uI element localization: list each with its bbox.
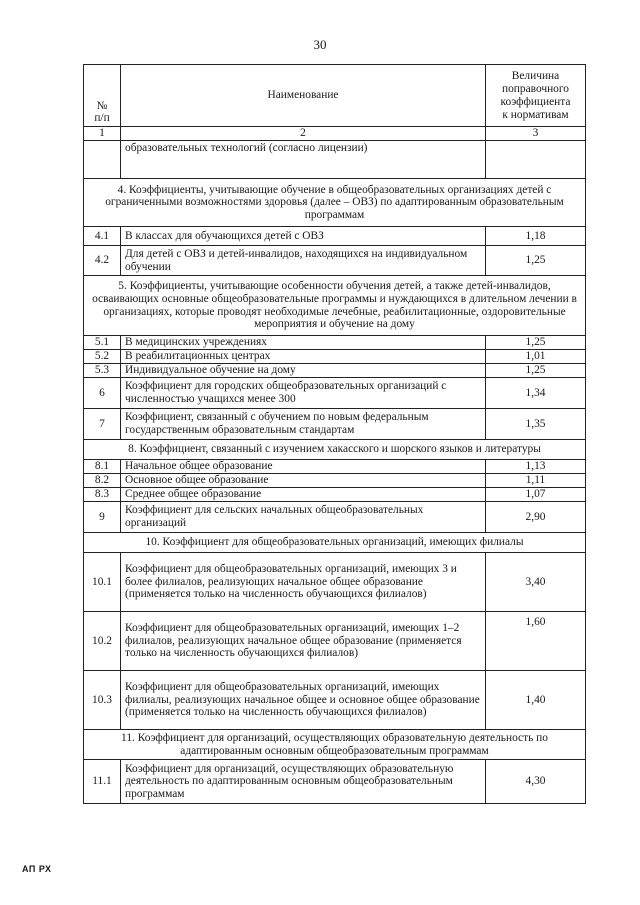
- row-name: Коэффициент для общеобразовательных организаций, имеющих филиалы, реализующих начальное общее и основное общее образование (применяется только на численность обучающихся филиалов): [121, 671, 486, 730]
- table-row-5-3: [84, 364, 586, 378]
- table-row-4-2: [84, 246, 586, 276]
- row-value: 3,40: [486, 553, 586, 612]
- row-number: 5.1: [84, 336, 121, 350]
- footer-stamp: АП РХ: [22, 864, 52, 874]
- section-10-title: 10. Коэффициент для общеобразовательных организаций, имеющих филиалы: [84, 533, 586, 553]
- row-name: Коэффициент для организаций, осуществляющих образовательную деятельность по адаптированным основным общеобразовательным программам: [121, 760, 486, 804]
- table-row-8-2: [84, 474, 586, 488]
- row-number: 10.1: [84, 553, 121, 612]
- row-number: 4.1: [84, 227, 121, 246]
- column-number-3: 3: [486, 127, 586, 141]
- header-row: [84, 65, 586, 127]
- table-row-8-1: [84, 460, 586, 474]
- table-row-10-3: [84, 671, 586, 730]
- row-name: Начальное общее образование: [121, 460, 486, 474]
- row-value: 1,07: [486, 488, 586, 502]
- table-row-6: [84, 378, 586, 409]
- table-row-11-1: [84, 760, 586, 804]
- row-number: 10.2: [84, 612, 121, 671]
- section-11-title: 11. Коэффициент для организаций, осуществляющих образовательную деятельность по адаптированным основным общеобразовательным программам: [84, 730, 586, 760]
- section-5-row: [84, 276, 586, 336]
- row-value: 2,90: [486, 502, 586, 533]
- header-value: Величина поправочного коэффициента к нормативам: [486, 65, 586, 127]
- row-name: В реабилитационных центрах: [121, 350, 486, 364]
- table-row-4-1: [84, 227, 586, 246]
- section-10-row: [84, 533, 586, 553]
- row-value: 1,25: [486, 246, 586, 276]
- header-number: № п/п: [84, 65, 121, 127]
- row-number: 6: [84, 378, 121, 409]
- row-number: 8.1: [84, 460, 121, 474]
- row-value: 1,25: [486, 364, 586, 378]
- row-value: 1,25: [486, 336, 586, 350]
- row-value: 1,35: [486, 409, 586, 440]
- row-value: 1,01: [486, 350, 586, 364]
- table-row-5-2: [84, 350, 586, 364]
- column-number-1: 1: [84, 127, 121, 141]
- table-row-10-1: [84, 553, 586, 612]
- coefficient-table: [83, 64, 586, 804]
- row-value: 1,60: [486, 612, 586, 671]
- row-value: 1,34: [486, 378, 586, 409]
- row-name: Коэффициент для сельских начальных общеобразовательных организаций: [121, 502, 486, 533]
- section-5-title: 5. Коэффициенты, учитывающие особенности обучения детей, а также детей-инвалидов, осваивающих основные общеобразовательные программы и нуждающихся в длительном лечении в организациях, которые проводят необходимые лечебные, реабилитационные, оздоровительные мероприятия и обучение на дому: [84, 276, 586, 336]
- row-name: В классах для обучающихся детей с ОВЗ: [121, 227, 486, 246]
- table-row-5-1: [84, 336, 586, 350]
- table-row-carry: [84, 141, 586, 179]
- table-row-9: [84, 502, 586, 533]
- section-8-title: 8. Коэффициент, связанный с изучением хакасского и шорского языков и литературы: [84, 440, 586, 460]
- row-name: Среднее общее образование: [121, 488, 486, 502]
- row-number: 10.3: [84, 671, 121, 730]
- row-name: Для детей с ОВЗ и детей-инвалидов, находящихся на индивидуальном обучении: [121, 246, 486, 276]
- row-number: 11.1: [84, 760, 121, 804]
- header-name: Наименование: [121, 65, 486, 127]
- row-name: Коэффициент для общеобразовательных организаций, имеющих 1–2 филиалов, реализующих начальное общее образование (применяется только на численность обучающихся филиалов): [121, 612, 486, 671]
- table-row-10-2: [84, 612, 586, 671]
- page-number: 30: [313, 37, 327, 52]
- row-name: Коэффициент для городских общеобразовательных организаций с численностью учащихся менее 300: [121, 378, 486, 409]
- section-4-row: [84, 179, 586, 227]
- section-4-title: 4. Коэффициенты, учитывающие обучение в общеобразовательных организациях детей с ограниченными возможностями здоровья (далее – ОВЗ) по адаптированным образовательным программам: [84, 179, 586, 227]
- row-number: 5.2: [84, 350, 121, 364]
- row-name: образовательных технологий (согласно лицензии): [121, 141, 486, 179]
- row-name: В медицинских учреждениях: [121, 336, 486, 350]
- column-numbers-row: [84, 127, 586, 141]
- row-name: Индивидуальное обучение на дому: [121, 364, 486, 378]
- row-name: Основное общее образование: [121, 474, 486, 488]
- column-number-2: 2: [121, 127, 486, 141]
- row-value: 1,13: [486, 460, 586, 474]
- row-value: 1,11: [486, 474, 586, 488]
- row-value: 1,40: [486, 671, 586, 730]
- row-name: Коэффициент, связанный с обучением по новым федеральным государственным образовательным стандартам: [121, 409, 486, 440]
- section-8-row: [84, 440, 586, 460]
- table-row-8-3: [84, 488, 586, 502]
- table-row-7: [84, 409, 586, 440]
- row-number: 4.2: [84, 246, 121, 276]
- row-number: 7: [84, 409, 121, 440]
- row-number: 9: [84, 502, 121, 533]
- row-name: Коэффициент для общеобразовательных организаций, имеющих 3 и более филиалов, реализующих начальное общее образование (применяется только на численность обучающихся филиалов): [121, 553, 486, 612]
- row-number: 8.2: [84, 474, 121, 488]
- row-number: 8.3: [84, 488, 121, 502]
- section-11-row: [84, 730, 586, 760]
- row-number: 5.3: [84, 364, 121, 378]
- row-value: 4,30: [486, 760, 586, 804]
- row-value: 1,18: [486, 227, 586, 246]
